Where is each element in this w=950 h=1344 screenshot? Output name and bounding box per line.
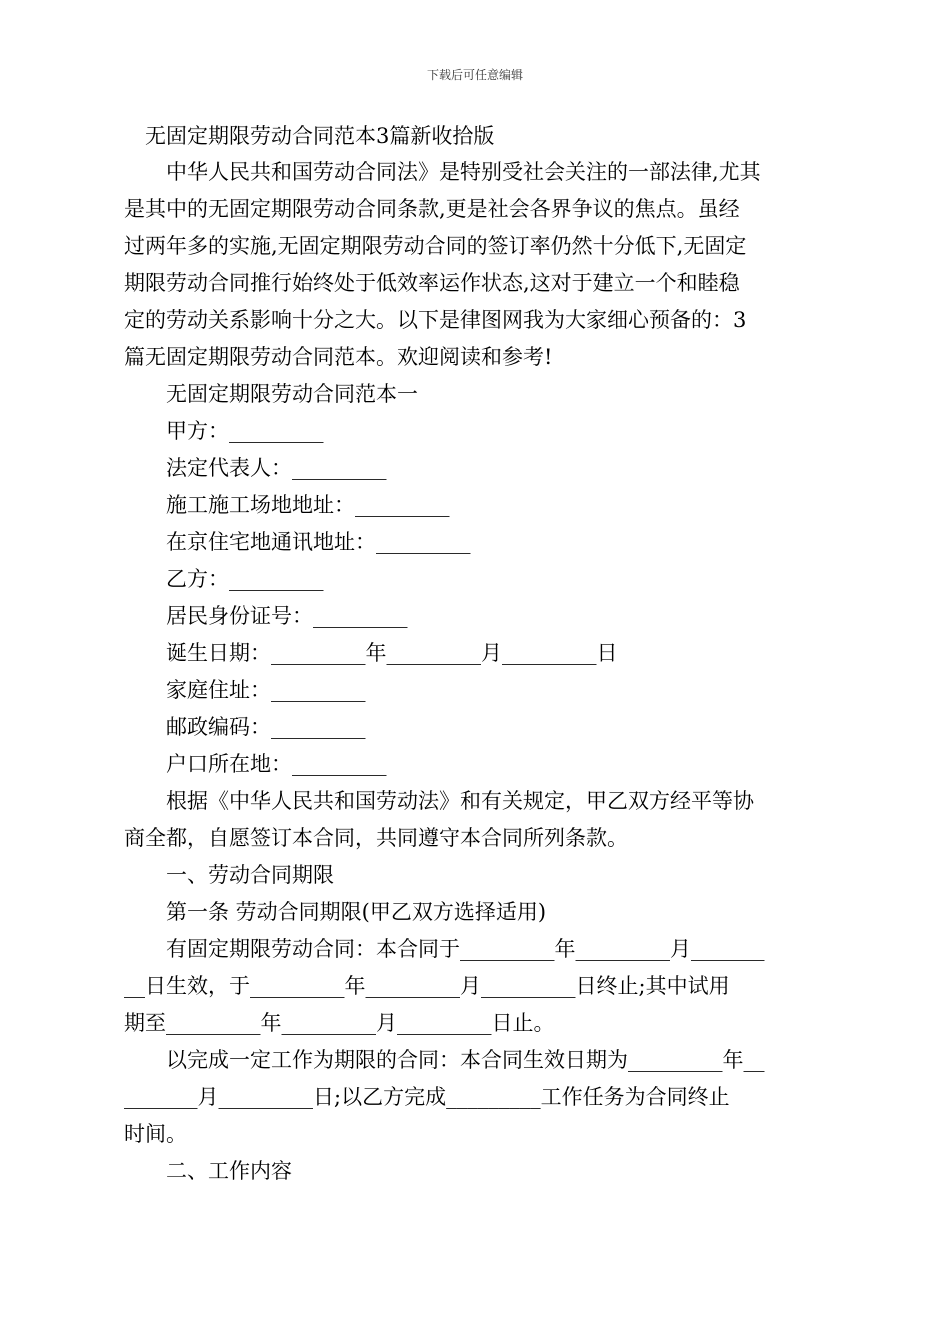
field-party-b: 乙方：_________ bbox=[166, 567, 324, 591]
field-postal-code: 邮政编码：_________ bbox=[166, 715, 366, 739]
field-household-registration: 户口所在地：_________ bbox=[166, 752, 387, 776]
field-birth-date: 诞生日期：_________年_________月_________日 bbox=[166, 641, 618, 665]
task-term-line: 以完成一定工作为期限的合同：本合同生效日期为_________年__ bbox=[166, 1048, 765, 1072]
task-term-line: 时间。 bbox=[124, 1122, 187, 1146]
task-term-paragraph bbox=[124, 1042, 807, 1153]
fixed-term-line: __日生效，于_________年_________月_________日终止;其中试用 bbox=[124, 974, 730, 998]
field-site-address: 施工施工场地地址：_________ bbox=[166, 493, 450, 517]
intro-line: 篇无固定期限劳动合同范本。欢迎阅读和参考! bbox=[124, 345, 553, 369]
task-term-line: _______月_________日;以乙方完成_________工作任务为合同终止 bbox=[124, 1085, 730, 1109]
document-body bbox=[124, 118, 807, 1190]
section-title: 无固定期限劳动合同范本一 bbox=[166, 382, 418, 406]
basis-paragraph bbox=[124, 783, 807, 857]
intro-line: 是其中的无固定期限劳动合同条款,更是社会各界争议的焦点。虽经 bbox=[124, 197, 740, 221]
intro-line: 期限劳动合同推行始终处于低效率运作状态,这对于建立一个和睦稳 bbox=[124, 271, 740, 295]
intro-line: 过两年多的实施,无固定期限劳动合同的签订率仍然十分低下,无固定 bbox=[124, 234, 747, 258]
article-heading: 第一条 劳动合同期限(甲乙双方选择适用) bbox=[166, 900, 547, 924]
field-beijing-address: 在京住宅地通讯地址：_________ bbox=[166, 530, 471, 554]
field-legal-representative: 法定代表人：_________ bbox=[166, 456, 387, 480]
basis-line: 商全都，自愿签订本合同，共同遵守本合同所列条款。 bbox=[124, 826, 628, 850]
fixed-term-paragraph bbox=[124, 931, 807, 1042]
intro-paragraph bbox=[124, 154, 807, 376]
intro-line: 中华人民共和国劳动合同法》是特别受社会关注的一部法律,尤其 bbox=[166, 160, 761, 184]
chapter-heading: 二、工作内容 bbox=[166, 1159, 292, 1183]
field-id-number: 居民身份证号：_________ bbox=[166, 604, 408, 628]
field-home-address: 家庭住址：_________ bbox=[166, 678, 366, 702]
chapter-heading: 一、劳动合同期限 bbox=[166, 863, 334, 887]
document-title: 无固定期限劳动合同范本3篇新收拾版 bbox=[145, 124, 495, 148]
intro-line: 定的劳动关系影响十分之大。以下是律图网我为大家细心预备的：3 bbox=[124, 308, 747, 332]
fixed-term-line: 有固定期限劳动合同：本合同于_________年_________月_______ bbox=[166, 937, 765, 961]
basis-line: 根据《中华人民共和国劳动法》和有关规定，甲乙双方经平等协 bbox=[166, 789, 754, 813]
fixed-term-line: 期至_________年_________月_________日止。 bbox=[124, 1011, 555, 1035]
field-party-a: 甲方：_________ bbox=[166, 419, 324, 443]
page-header: 下载后可任意编辑 bbox=[426, 68, 523, 82]
